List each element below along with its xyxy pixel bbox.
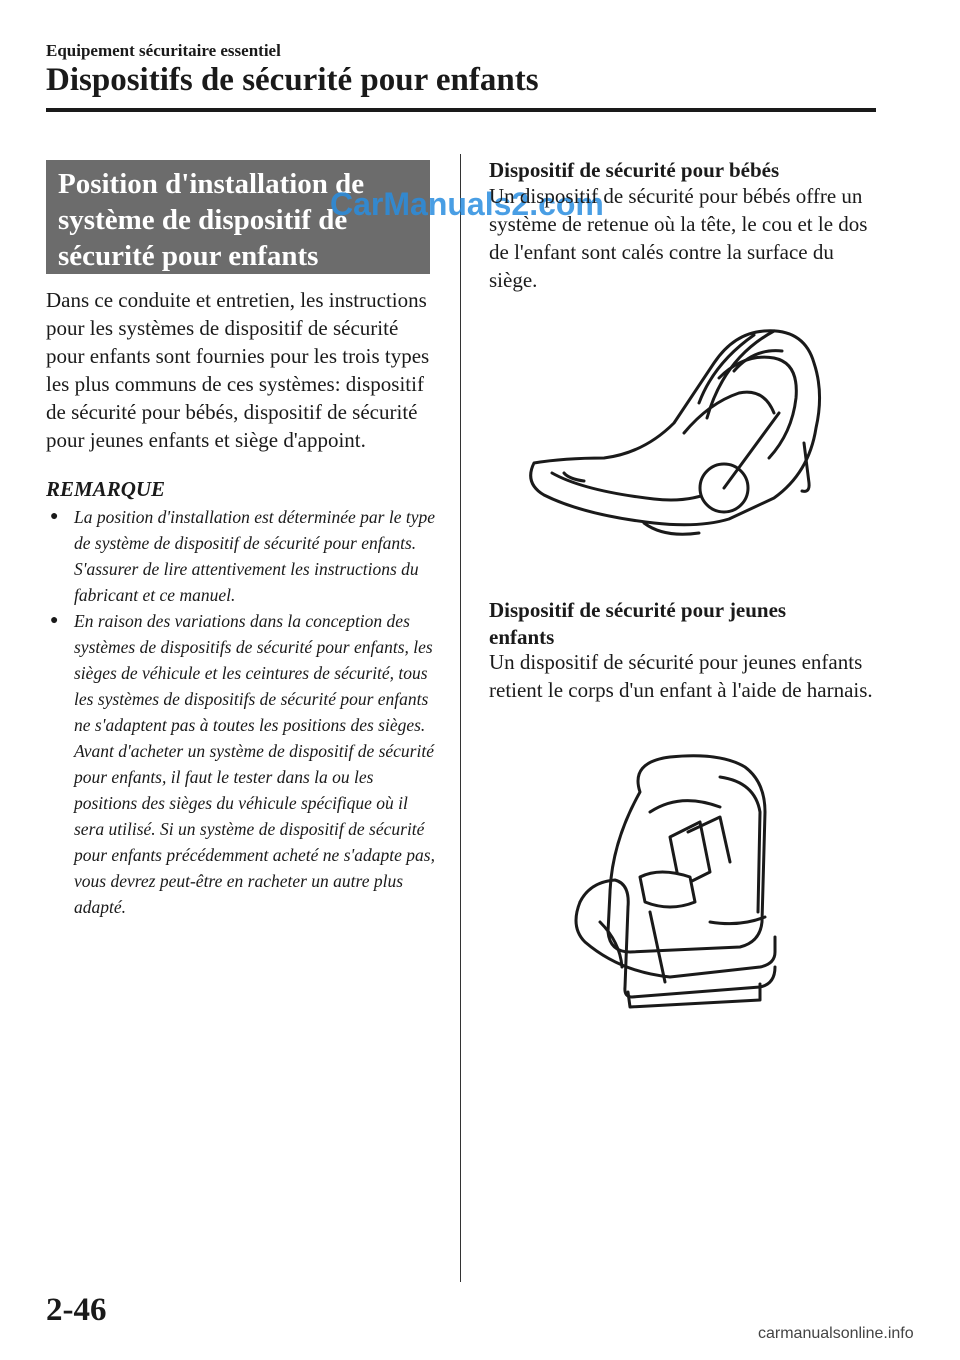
page-number: 2-46 xyxy=(46,1292,107,1328)
note-text: En raison des variations dans la conception des systèmes de dispositifs de sécurité pour enfants, les sièges de véhicule et les ceintures de sécurité, tous les systèmes de dispositifs de sécurité pour enfants ne s'adaptent pas à toutes les positions des sièges. Avant d'acheter un système de dispositif de sécurité pour enfants, il faut le tester dans la ou les positions des sièges du véhicule spécifique où il sera utilisé. Si un système de dispositif de sécurité pour enfants précédemment acheté ne s'adapte pas, vous devrez peut-être en racheter un autre plus adapté. xyxy=(74,611,435,917)
section-title-line-2: système de dispositif de xyxy=(58,204,348,236)
intro-paragraph: Dans ce conduite et entretien, les instructions pour les systèmes de dispositif de sécurité pour enfants sont fournies pour les trois types les plus communs de ces systèmes: dispositif de sécurité pour bébés, dispositif de sécurité pour jeunes enfants et siège d'appoint. xyxy=(46,288,430,452)
chapter-title: Dispositifs de sécurité pour enfants xyxy=(46,62,539,98)
bullet-icon: ● xyxy=(50,509,59,524)
toddler-car-seat-icon xyxy=(570,752,786,1012)
note-item xyxy=(46,504,438,608)
infant-car-seat-icon xyxy=(524,323,834,543)
section-title-line-3: sécurité pour enfants xyxy=(58,240,319,272)
remarque-heading: REMARQUE xyxy=(46,477,166,501)
bullet-icon: ● xyxy=(50,613,59,628)
remarque-notes xyxy=(46,504,438,920)
infant-seat-heading: Dispositif de sécurité pour bébés xyxy=(489,158,780,182)
header-rule xyxy=(46,108,876,112)
note-text: La position d'installation est déterminée par le type de système de dispositif de sécurité pour enfants. S'assurer de lire attentivement les instructions du fabricant et ce manuel. xyxy=(74,507,435,605)
footer-site-logo: carmanualsonline.info xyxy=(758,1325,914,1342)
watermark: CarManuals2.com xyxy=(330,186,604,222)
section-title-line-1: Position d'installation de xyxy=(58,168,365,200)
section-label: Equipement sécuritaire essentiel xyxy=(46,41,281,60)
note-item xyxy=(46,608,438,920)
column-divider xyxy=(460,154,461,1282)
toddler-seat-text: Un dispositif de sécurité pour jeunes enfants retient le corps d'un enfant à l'aide de harnais. xyxy=(489,650,873,702)
infant-seat-text: Un dispositif de sécurité pour bébés offre un système de retenue où la tête, le cou et le dos de l'enfant sont calés contre la surface du siège. xyxy=(489,184,868,292)
toddler-seat-heading: Dispositif de sécurité pour jeunes enfants xyxy=(489,598,787,649)
